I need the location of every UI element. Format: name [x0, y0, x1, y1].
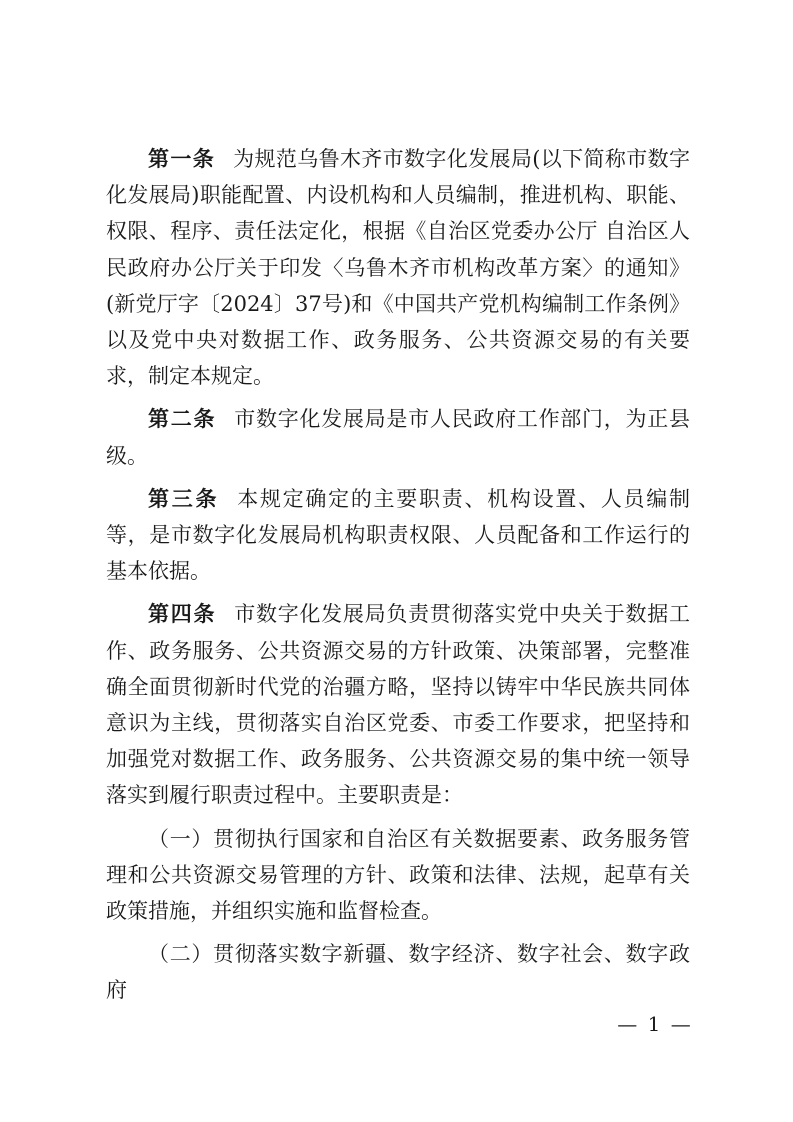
page-number: — 1 — — [617, 1012, 693, 1036]
article-2-text: 市数字化发展局是市人民政府工作部门，为正县级。 — [106, 407, 690, 468]
article-2-paragraph — [106, 401, 690, 473]
duty-item-2-text: （二）贯彻落实数字新疆、数字经济、数字社会、数字政府 — [106, 942, 690, 1003]
article-4-heading: 第四条 — [148, 602, 217, 627]
article-4-paragraph — [106, 596, 690, 813]
article-2-heading: 第二条 — [148, 407, 217, 432]
article-3-text: 本规定确定的主要职责、机构设置、人员编制等，是市数字化发展局机构职责权限、人员配备和工作运行的基本依据。 — [106, 486, 691, 584]
duty-item-2 — [106, 936, 690, 1008]
article-3-paragraph — [106, 481, 690, 590]
article-4-text: 市数字化发展局负责贯彻落实党中央关于数据工作、政务服务、公共资源交易的方针政策、决策部署，完整准确全面贯彻新时代党的治疆方略，坚持以铸牢中华民族共同体意识为主线，贯彻落实自治区党委、市委工作要求，把坚持和加强党对数据工作、政务服务、公共资源交易的集中统一领导落实到履行职责过程中。主要职责是： — [106, 602, 690, 808]
document-body — [106, 141, 690, 1016]
duty-item-1-text: （一）贯彻执行国家和自治区有关数据要素、政务服务管理和公共资源交易管理的方针、政策和法律、法规，起草有关政策措施，并组织实施和监督检查。 — [106, 826, 690, 924]
article-1-paragraph — [106, 141, 690, 394]
duty-item-1 — [106, 821, 690, 930]
article-1-text: 为规范乌鲁木齐市数字化发展局(以下简称市数字化发展局)职能配置、内设机构和人员编制，推进机构、职能、权限、程序、责任法定化，根据《自治区党委办公厅 自治区人民政府办公厅关于印发〈乌鲁木齐市机构改革方案〉的通知》(新党厅字〔2024〕37号)和《中国共产党机构编制工作条例》以及党中央对数据工作、政务服务、公共资源交易的有关要求，制定本规定。 — [106, 147, 690, 389]
article-1-heading: 第一条 — [148, 147, 216, 171]
article-3-heading: 第三条 — [148, 486, 220, 511]
